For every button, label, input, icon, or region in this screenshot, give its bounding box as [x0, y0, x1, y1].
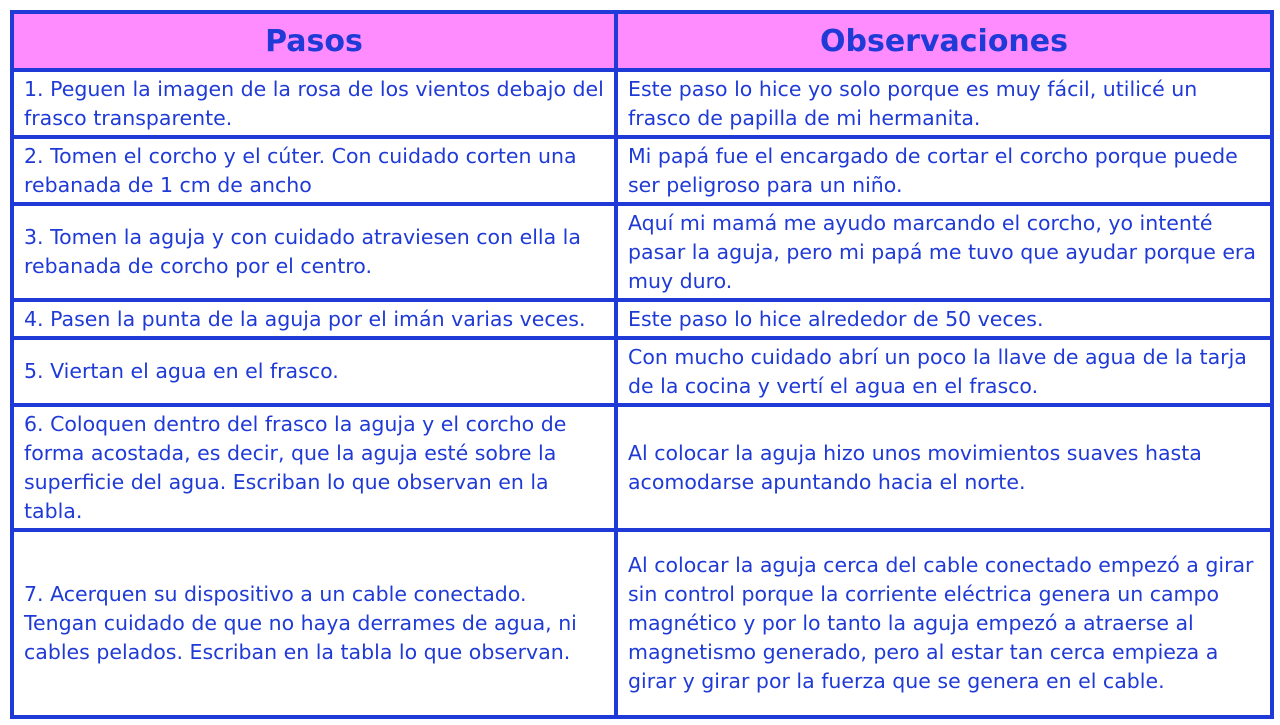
observation-cell: Al colocar la aguja hizo unos movimientos suaves hasta acomodarse apuntando hacia el norte. — [616, 405, 1272, 530]
step-cell: 3. Tomen la aguja y con cuidado atraviesen con ella la rebanada de corcho por el centro. — [12, 204, 616, 300]
step-cell: 1. Peguen la imagen de la rosa de los vientos debajo del frasco transparente. — [12, 70, 616, 137]
observation-cell: Aquí mi mamá me ayudo marcando el corcho, yo intenté pasar la aguja, pero mi papá me tuvo que ayudar porque era muy duro. — [616, 204, 1272, 300]
header-observations: Observaciones — [616, 12, 1272, 70]
observation-cell: Con mucho cuidado abrí un poco la llave de agua de la tarja de la cocina y vertí el agua en el frasco. — [616, 338, 1272, 405]
step-cell: 2. Tomen el corcho y el cúter. Con cuidado corten una rebanada de 1 cm de ancho — [12, 137, 616, 204]
table-header-row — [12, 12, 1272, 70]
observation-cell: Este paso lo hice yo solo porque es muy fácil, utilicé un frasco de papilla de mi hermanita. — [616, 70, 1272, 137]
table-row — [12, 405, 1272, 530]
observation-cell: Este paso lo hice alrededor de 50 veces. — [616, 300, 1272, 338]
observation-cell: Al colocar la aguja cerca del cable conectado empezó a girar sin control porque la corriente eléctrica genera un campo magnético y por lo tanto la aguja empezó a atraerse al magnetismo generado, pero al estar tan cerca empieza a girar y girar por la fuerza que se genera en el cable. — [616, 530, 1272, 717]
observation-cell: Mi papá fue el encargado de cortar el corcho porque puede ser peligroso para un niño. — [616, 137, 1272, 204]
header-steps: Pasos — [12, 12, 616, 70]
step-cell: 5. Viertan el agua en el frasco. — [12, 338, 616, 405]
steps-observations-table — [10, 10, 1274, 719]
table-row — [12, 137, 1272, 204]
table-row — [12, 70, 1272, 137]
step-cell: 6. Coloquen dentro del frasco la aguja y el corcho de forma acostada, es decir, que la aguja esté sobre la superficie del agua. Escriban lo que observan en la tabla. — [12, 405, 616, 530]
table-row — [12, 338, 1272, 405]
table-row — [12, 300, 1272, 338]
table-row — [12, 204, 1272, 300]
step-cell: 4. Pasen la punta de la aguja por el imán varias veces. — [12, 300, 616, 338]
table-row — [12, 530, 1272, 717]
step-cell: 7. Acerquen su dispositivo a un cable conectado. Tengan cuidado de que no haya derrames de agua, ni cables pelados. Escriban en la tabla lo que observan. — [12, 530, 616, 717]
steps-observations-table-container — [10, 10, 1270, 715]
